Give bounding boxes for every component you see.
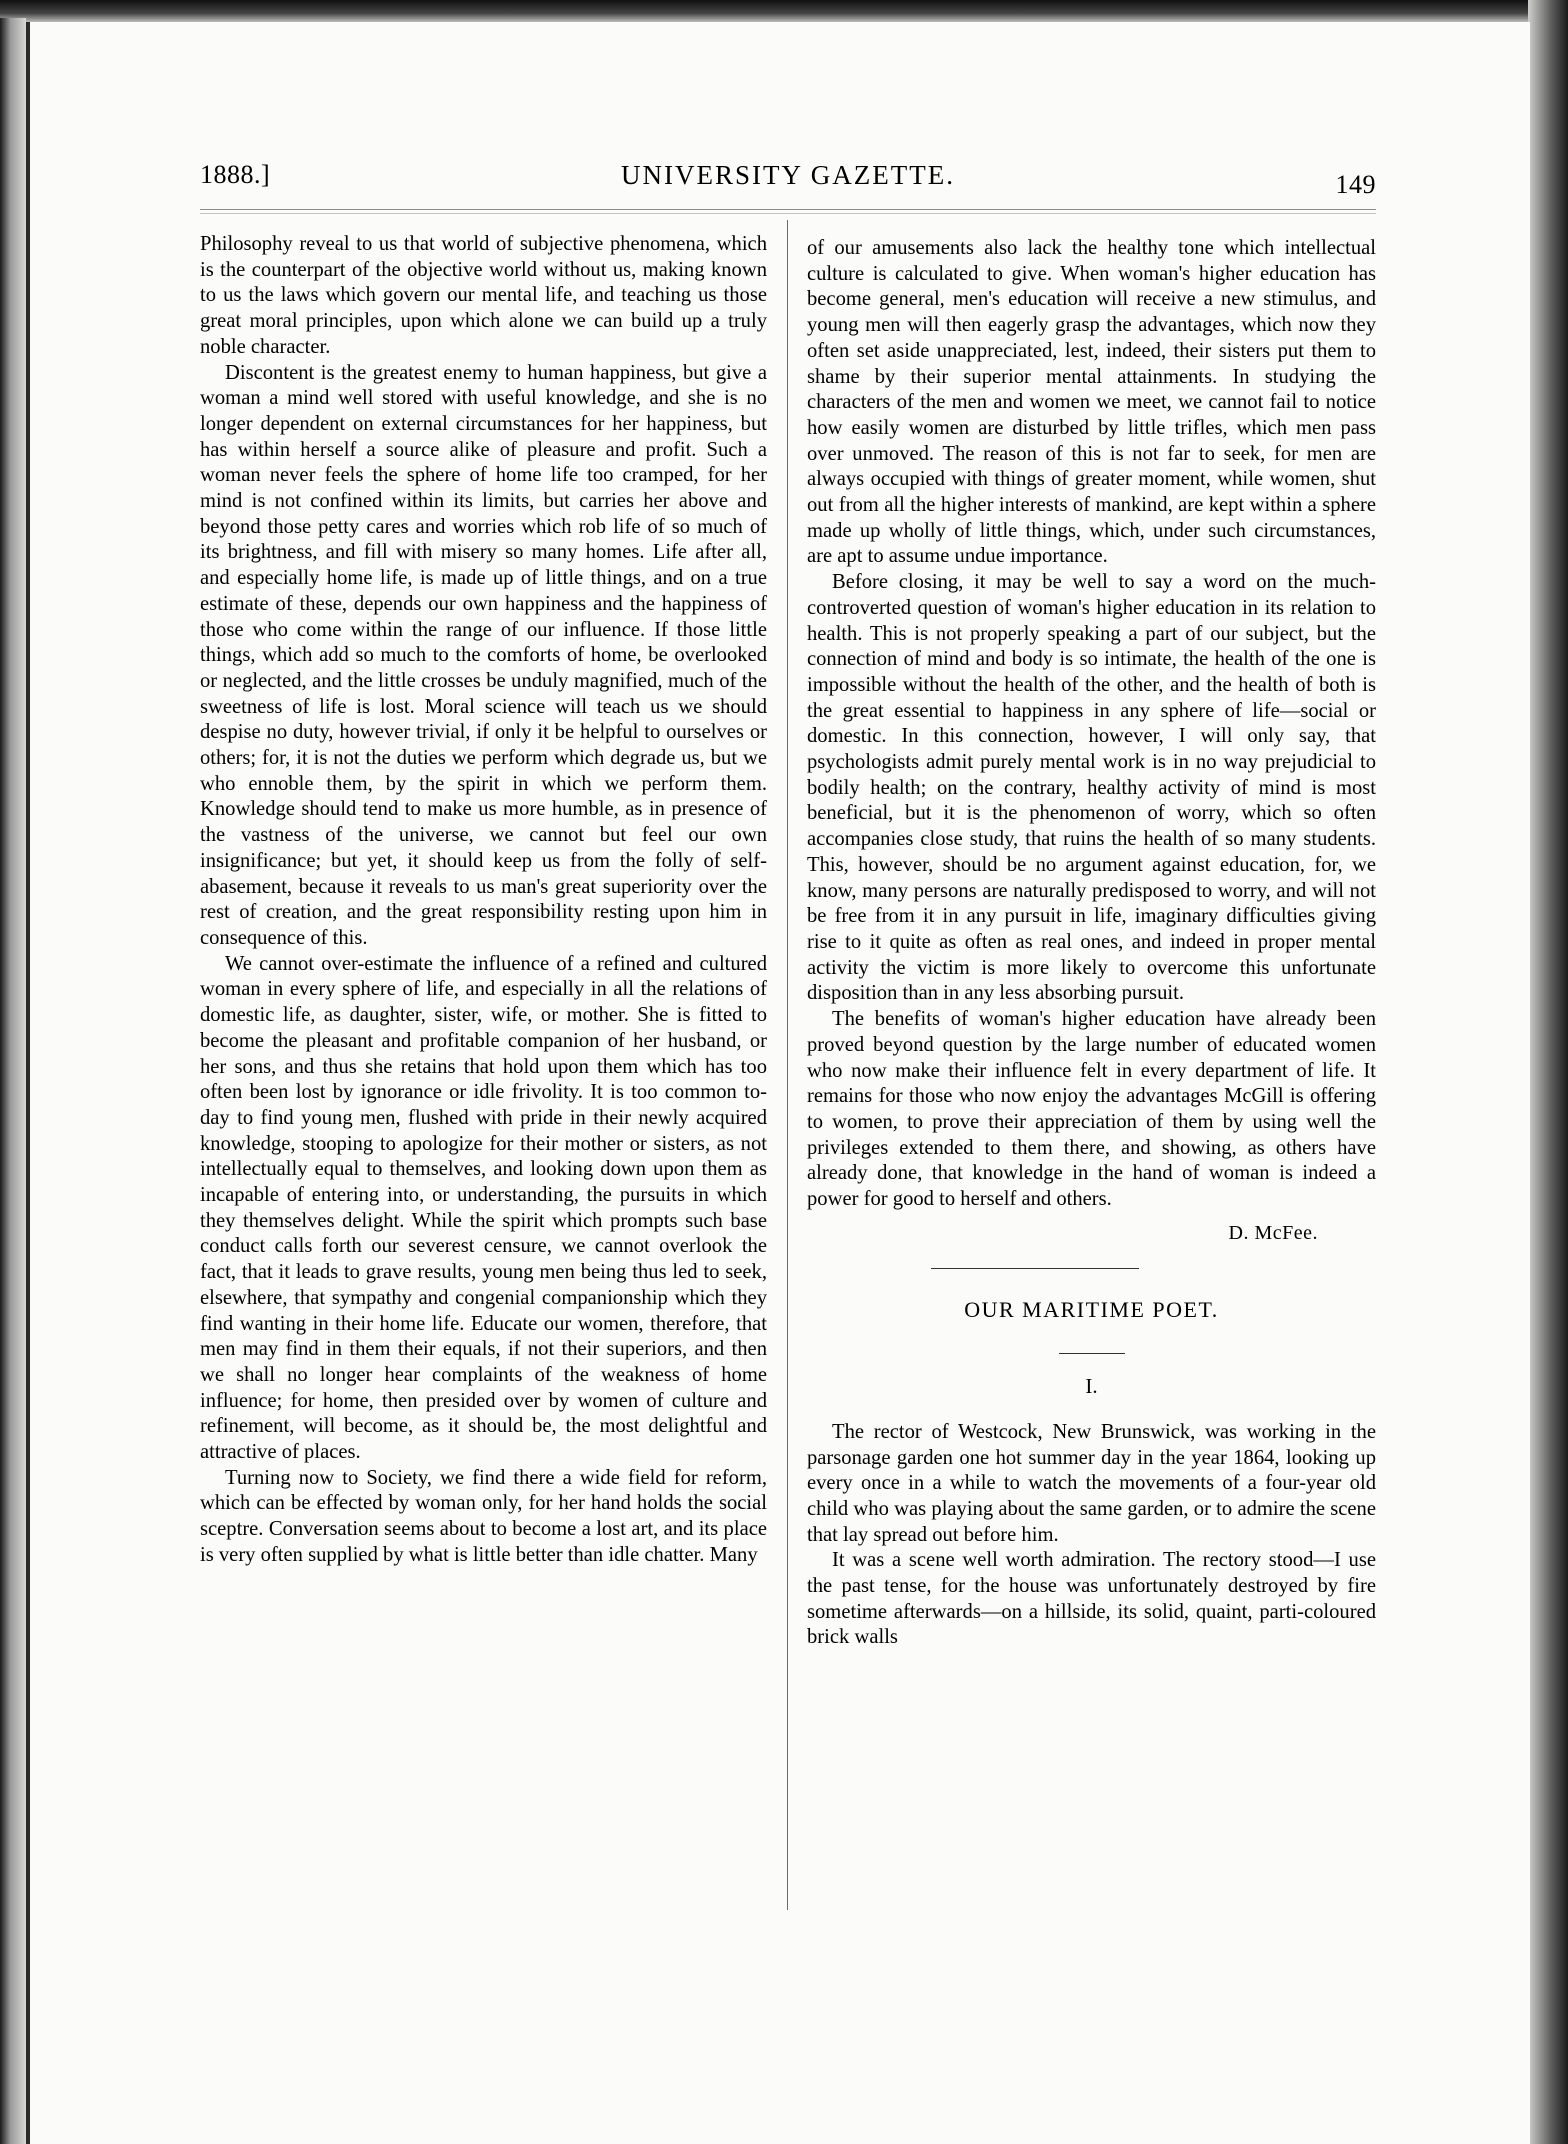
- paragraph: Discontent is the greatest enemy to human happiness, but give a woman a mind well stored with useful knowledge, and she is no longer dependent on external circumstances for her happiness, but has within herself a source alike of pleasure and profit. Such a woman never feels the sphere of home life too cramped, for her mind is not confined within its limits, but carries her above and beyond those petty cares and worries which rob life of so much of its brightness, and fill with misery so many homes. Life after all, and especially home life, is made up of little things, and on a true estimate of these, depends our own happiness and the happiness of those who come within the range of our influence. If those little things, which add so much to the comforts of home, be overlooked or neglected, and the little crosses be unduly magnified, much of the sweetness of life is lost. Moral science will teach us we should despise no duty, however trivial, if only it be helpful to ourselves or others; for, it is not the duties we perform which degrade us, but we who ennoble them, by the spirit in which we perform them. Knowledge should tend to make us more humble, as in presence of the vastness of the universe, we cannot but feel our own insignificance; but yet, it should keep us from the folly of self-abasement, because it reveals to us man's great superiority over the rest of creation, and the great responsibility resting upon him in consequence of this.: [200, 361, 767, 949]
- author-signature: D. McFee.: [1228, 1221, 1318, 1244]
- header-year: 1888.]: [200, 160, 271, 189]
- paragraph: The rector of Westcock, New Brunswick, was working in the parsonage garden one hot summer day in the year 1864, looking up every once in a while to watch the movements of a four-year old child who was playing about the same garden, or to admire the scene that lay spread out before him.: [807, 1420, 1376, 1546]
- left-column: [200, 232, 767, 1569]
- paragraph: Before closing, it may be well to say a word on the much-controverted question of woman's higher education in its relation to health. This is not properly speaking a part of our subject, but the connection of mind and body is so intimate, the health of the one is impossible without the health of the other, and the health of both is the great essential to happiness in any sphere of life—social or domestic. In this connection, however, I will only say, that psychologists admit purely mental work is in no way prejudicial to bodily health; on the contrary, healthy activity of mind is most beneficial, but it is the phenomenon of worry, which so often accompanies close study, that ruins the health of so many students. This, however, should be no argument against education, for, we know, many persons are naturally predisposed to worry, and will not be free from it in any pursuit in life, imaginary difficulties giving rise to it quite as often as real ones, and indeed in proper mental activity the victim is more likely to overcome this unfortunate disposition than in any less absorbing pursuit.: [807, 571, 1376, 1005]
- page-number: 149: [1335, 170, 1376, 199]
- paragraph: of our amusements also lack the healthy tone which intellectual culture is calculated to give. When woman's higher education has become general, men's education will receive a new stimulus, and young men will then eagerly grasp the advantages, which now they often set aside unappreciated, lest, indeed, their sisters put them to shame by their superior mental attainments. In studying the characters of the men and women we meet, we cannot fail to notice how easily women are disturbed by little trifles, which men pass over unmoved. The reason of this is not far to seek, for men are always occupied with things of greater moment, while women, shut out from all the higher interests of mankind, are kept within a sphere made up wholly of little things, which, under such circumstances, are apt to assume undue importance.: [807, 237, 1376, 568]
- title-rule: [1059, 1353, 1125, 1354]
- scan-right-edge: [1528, 0, 1568, 2144]
- article-title: OUR MARITIME POET.: [964, 1297, 1219, 1323]
- paragraph: Turning now to Society, we find there a wide field for reform, which can be effected by woman only, for her hand holds the social sceptre. Conversation seems about to become a lost art, and its place is very often supplied by what is little better than idle chatter. Many: [200, 1466, 767, 1566]
- paragraph: The benefits of woman's higher education have already been proved beyond question by the large number of educated women who now make their influence felt in every department of life. It remains for those who now enjoy the advantages McGill is offering to women, to prove their appreciation of them by using well the privileges extended to them there, and showing, as others have already done, that knowledge in the hand of woman is indeed a power for good to herself and others.: [807, 1008, 1376, 1211]
- section-separator-rule: [931, 1268, 1139, 1269]
- header-rule: [200, 209, 1376, 210]
- header-title: UNIVERSITY GAZETTE.: [621, 160, 955, 190]
- column-divider: [787, 220, 788, 1910]
- paragraph: We cannot over-estimate the influence of a refined and cultured woman in every sphere of life, and especially in all the relations of domestic life, as daughter, sister, wife, or mother. She is fitted to become the pleasant and profitable companion of her husband, or her sons, and thus she retains that hold upon them which has too often been lost by ignorance or idle frivolity. It is too common to-day to find young men, flushed with pride in their newly acquired knowledge, stooping to apologize for their mother or sisters, as not intellectually equal to themselves, and looking down upon them as incapable of entering into, or understanding, the pursuits in which they themselves delight. While the spirit which prompts such base conduct calls forth our severest censure, we cannot overlook the fact, that it leads to grave results, young men being thus led to seek, elsewhere, that sympathy and congenial companionship which they find wanting in their home life. Educate our women, therefore, that men may find in them their equals, if not their superiors, and then we shall no longer hear complaints of the weakness of home influence; for home, then presided over by women of culture and refinement, will become, as it should be, the most delightful and attractive of places.: [200, 952, 767, 1464]
- section-number: I.: [1085, 1374, 1098, 1399]
- scan-top-edge: [0, 0, 1568, 22]
- right-column: [807, 236, 1376, 1651]
- header-rule-thin: [200, 213, 1376, 214]
- scan-left-edge: [0, 18, 26, 2144]
- running-header: [200, 135, 1376, 205]
- paragraph: Philosophy reveal to us that world of subjective phenomena, which is the counterpart of the objective world without us, making known to us the laws which govern our mental life, and teaching us those great moral principles, upon which alone we can build up a truly noble character.: [200, 233, 767, 358]
- paragraph: It was a scene well worth admiration. The rectory stood—I use the past tense, for the house was unfortunately destroyed by fire sometime afterwards—on a hillside, its solid, quaint, parti-coloured brick walls: [807, 1549, 1376, 1649]
